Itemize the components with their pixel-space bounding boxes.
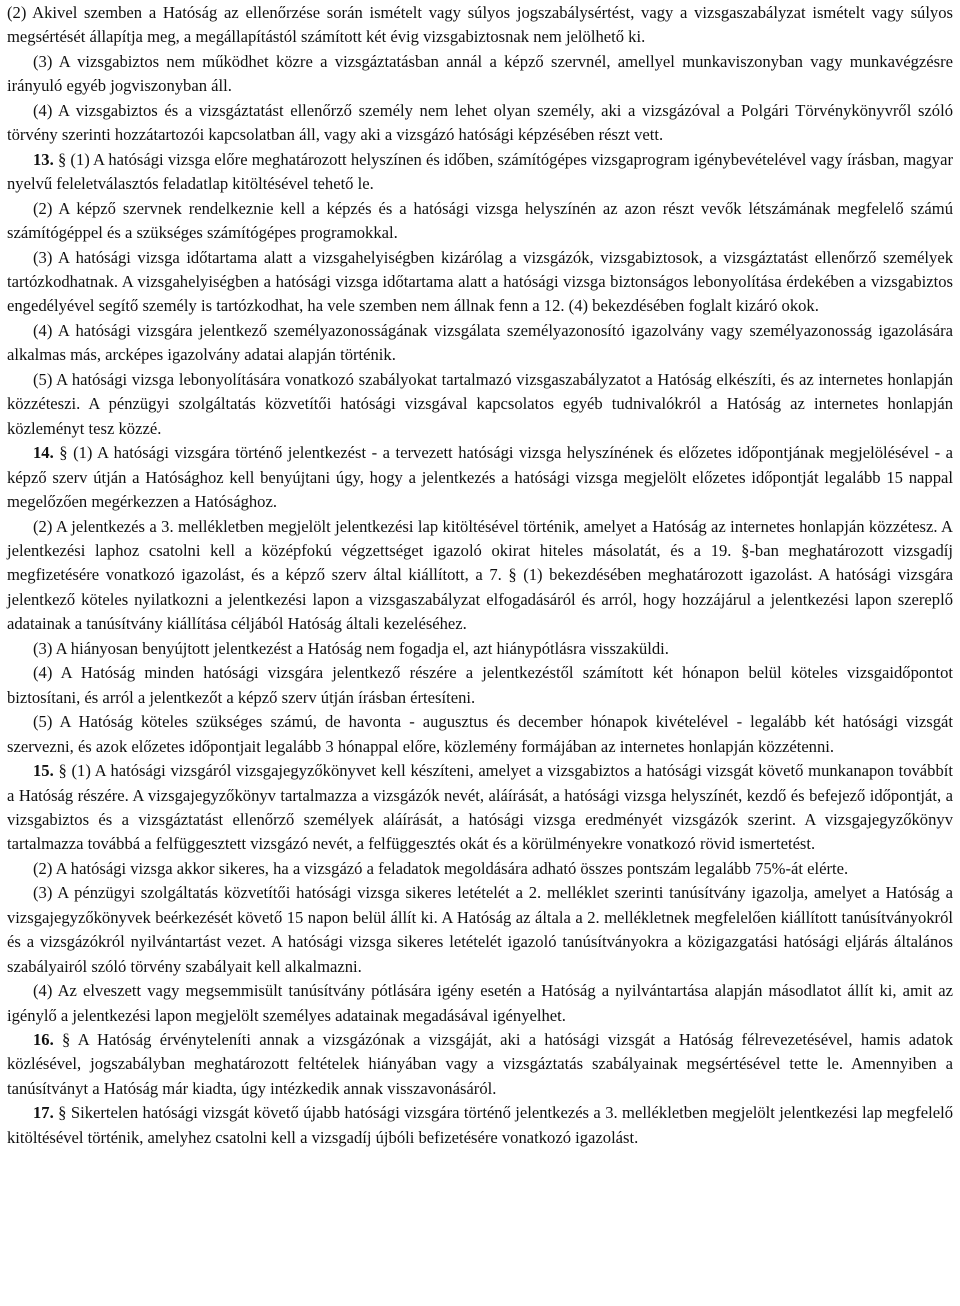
paragraph-text: § Sikertelen hatósági vizsgát követő újabb hatósági vizsgára történő jelentkezés a 3. mellékletben megjelölt jelentkezési lap megfelelő kitöltésével történik, amelyhez csatolni kell a vizsgadíj újbóli befizetésére vonatkozó igazolást. bbox=[7, 1103, 953, 1147]
paragraph bbox=[7, 197, 953, 246]
section-number: 16. bbox=[33, 1030, 54, 1050]
section-number: 17. bbox=[33, 1103, 54, 1123]
paragraph-text: (5) A hatósági vizsga lebonyolítására vonatkozó szabályokat tartalmazó vizsgaszabályzatot a Hatóság elkészíti, és az internetes honlapján közzéteszi. A pénzügyi szolgáltatás közvetítői hatósági vizsgával kapcsolatos egyéb tudnivalókról a Hatóság az internetes honlapján közleményt tesz közzé. bbox=[7, 369, 953, 438]
paragraph bbox=[7, 979, 953, 1028]
paragraph-text: § (1) A hatósági vizsgára történő jelentkezést - a tervezett hatósági vizsga helyszínének és előzetes időpontjának megjelölésével - a képző szerv útján a Hatósághoz kell benyújtani úgy, hogy a jelentkezés a hatósági vizsga megjelölt előzetes időpontját legalább 15 nappal megelőzően megérkezzen a Hatósághoz. bbox=[7, 443, 953, 512]
paragraph-text: § (1) A hatósági vizsga előre meghatározott helyszínen és időben, számítógépes vizsgaprogram igénybevételével vagy írásban, magyar nyelvű feleletválasztós feladatlap kitöltésével tehető le. bbox=[7, 149, 953, 194]
paragraph bbox=[7, 661, 953, 710]
paragraph-text: (3) A hiányosan benyújtott jelentkezést a Hatóság nem fogadja el, azt hiánypótlásra visszaküldi. bbox=[33, 638, 669, 658]
paragraph-text: (2) Akivel szemben a Hatóság az ellenőrzése során ismételt vagy súlyos jogszabálysértést, vagy a vizsgaszabályzat ismételt vagy súlyos megsértését állapítja meg, a megállapítástól számított két évig vizsgabiztosnak nem jelölhető ki. bbox=[7, 3, 953, 47]
paragraph bbox=[7, 515, 953, 637]
paragraph-text: § (1) A hatósági vizsgáról vizsgajegyzőkönyvet kell készíteni, amelyet a vizsgabiztos a hatósági vizsgát követő munkanapon továbbít a Hatóság részére. A vizsgajegyzőkönyv tartalmazza a vizsgázók nevét, aláírását, a hatósági vizsga helyszínét, kezdő és befejező időpontját, a vizsgabiztos és a vizsgáztatást ellenőrző személyek aláírását, a hatósági vizsga eredményét vizsgázók szerint. A vizsgajegyzőkönyv tartalmazza továbbá a felfüggesztett vizsgázó nevét, a felfüggesztés okát és a körülményekre vonatkozó rövid ismertetést. bbox=[7, 761, 953, 854]
paragraph-text: (4) A vizsgabiztos és a vizsgáztatást ellenőrző személy nem lehet olyan személy, aki a vizsgázóval a Polgári Törvénykönyvről szóló törvény szerinti hozzátartozói kapcsolatban áll, vagy aki a vizsgázó hatósági képzésében részt vett. bbox=[7, 100, 953, 145]
paragraph bbox=[7, 99, 953, 148]
paragraph bbox=[7, 246, 953, 319]
section-number: 15. bbox=[33, 761, 54, 781]
paragraph-text: (3) A pénzügyi szolgáltatás közvetítői hatósági vizsga sikeres letételét a 2. melléklet szerinti tanúsítvány igazolja, amelyet a Hatóság a vizsgajegyzőkönyvek beérkezését követő 15 napon belül állít ki. A Hatóság az általa a 2. mellékletnek megfelelően kiállított tanúsítványokról és a vizsgázókról nyilvántartást vezet. A hatósági vizsga sikeres letételét igazoló tanúsítványokra a közigazgatási hatósági eljárás általános szabályairól szóló törvény szabályait kell alkalmazni. bbox=[7, 883, 953, 976]
paragraph-text: (3) A hatósági vizsga időtartama alatt a vizsgahelyiségben kizárólag a vizsgázók, vizsgabiztosok, a vizsgáztatást ellenőrző személyek tartózkodhatnak. A vizsgahelyiségben a hatósági vizsga időtartama alatt a hatósági vizsga biztonságos lebonyolítása érdekében a vizsgabiztos engedélyével segítő személy is tartózkodhat, ha vele szemben nem állnak fenn a 12. (4) bekezdésében foglalt kizáró okok. bbox=[7, 247, 953, 316]
paragraph-text: (2) A képző szervnek rendelkeznie kell a képzés és a hatósági vizsga helyszínén az azon részt vevők létszámának megfelelő számú számítógéppel és a szükséges számítógépes programokkal. bbox=[7, 198, 953, 243]
paragraph-text: (5) A Hatóság köteles szükséges számú, de havonta - augusztus és december hónapok kivételével - legalább két hatósági vizsgát szervezni, és azok előzetes időpontjait legalább 3 hónappal előre, közlemény formájában az internetes honlapján közzétenni. bbox=[7, 712, 953, 756]
paragraph bbox=[7, 1, 953, 50]
paragraph-text: § A Hatóság érvényteleníti annak a vizsgázónak a vizsgáját, aki a hatósági vizsgát a Hatóság félrevezetésével, hamis adatok közlésével, jogszabályban meghatározott feltételek hiányában vagy a vizsgáztatás szabályainak megsértésével tette le. Amennyiben a tanúsítványt a Hatóság már kiadta, úgy intézkedik annak visszavonásáról. bbox=[7, 1030, 953, 1098]
paragraph-text: (3) A vizsgabiztos nem működhet közre a vizsgáztatásban annál a képző szervnél, amellyel munkaviszonyban vagy munkavégzésre irányuló egyéb jogviszonyban áll. bbox=[7, 51, 953, 96]
paragraph bbox=[7, 637, 953, 661]
paragraph bbox=[7, 50, 953, 99]
paragraph bbox=[7, 319, 953, 368]
paragraph bbox=[7, 759, 953, 857]
paragraph-text: (2) A hatósági vizsga akkor sikeres, ha a vizsgázó a feladatok megoldására adható összes pontszám legalább 75%-át elérte. bbox=[33, 858, 849, 878]
paragraph bbox=[7, 1101, 953, 1150]
paragraph-text: (4) A Hatóság minden hatósági vizsgára jelentkező részére a jelentkezéstől számított két hónapon belül köteles vizsgaidőpontot biztosítani, és arról a jelentkezőt a képző szerv útján írásban értesíteni. bbox=[7, 663, 953, 707]
paragraph-text: (4) Az elveszett vagy megsemmisült tanúsítvány pótlására igény esetén a Hatóság a nyilvántartása alapján másodlatot állít ki, amit az igénylő a jelentkezési lapon megjelölt személyes adatainak megadásával igényelhet. bbox=[7, 981, 953, 1025]
paragraph-text: (2) A jelentkezés a 3. mellékletben megjelölt jelentkezési lap kitöltésével történik, amelyet a Hatóság az internetes honlapján közzétesz. A jelentkezési laphoz csatolni kell a középfokú végzettséget igazoló okirat hiteles másolatát, és a 19. §-ban meghatározott vizsgadíj megfizetésére vonatkozó igazolást, és a képző szerv által kiállított, a 7. § (1) bekezdésében meghatározott igazolást. A hatósági vizsgára jelentkező köteles nyilatkozni a jelentkezési lapon a vizsgaszabályzat elfogadásáról és arról, hogy hozzájárul a jelentkezési lapon szereplő adatainak a tanúsítvány kiállítása céljából Hatóság általi kezeléséhez. bbox=[7, 516, 953, 634]
paragraph bbox=[7, 710, 953, 759]
section-number: 14. bbox=[33, 443, 54, 463]
paragraph bbox=[7, 368, 953, 441]
paragraph-text: (4) A hatósági vizsgára jelentkező személyazonosságának vizsgálata személyazonosító igazolvány vagy személyazonosság igazolására alkalmas más, arcképes igazolvány adatai alapján történik. bbox=[7, 320, 953, 365]
section-number: 13. bbox=[33, 149, 54, 169]
paragraph bbox=[7, 1028, 953, 1101]
paragraph bbox=[7, 881, 953, 979]
paragraph bbox=[7, 441, 953, 514]
paragraph bbox=[7, 148, 953, 197]
paragraph bbox=[7, 857, 953, 881]
